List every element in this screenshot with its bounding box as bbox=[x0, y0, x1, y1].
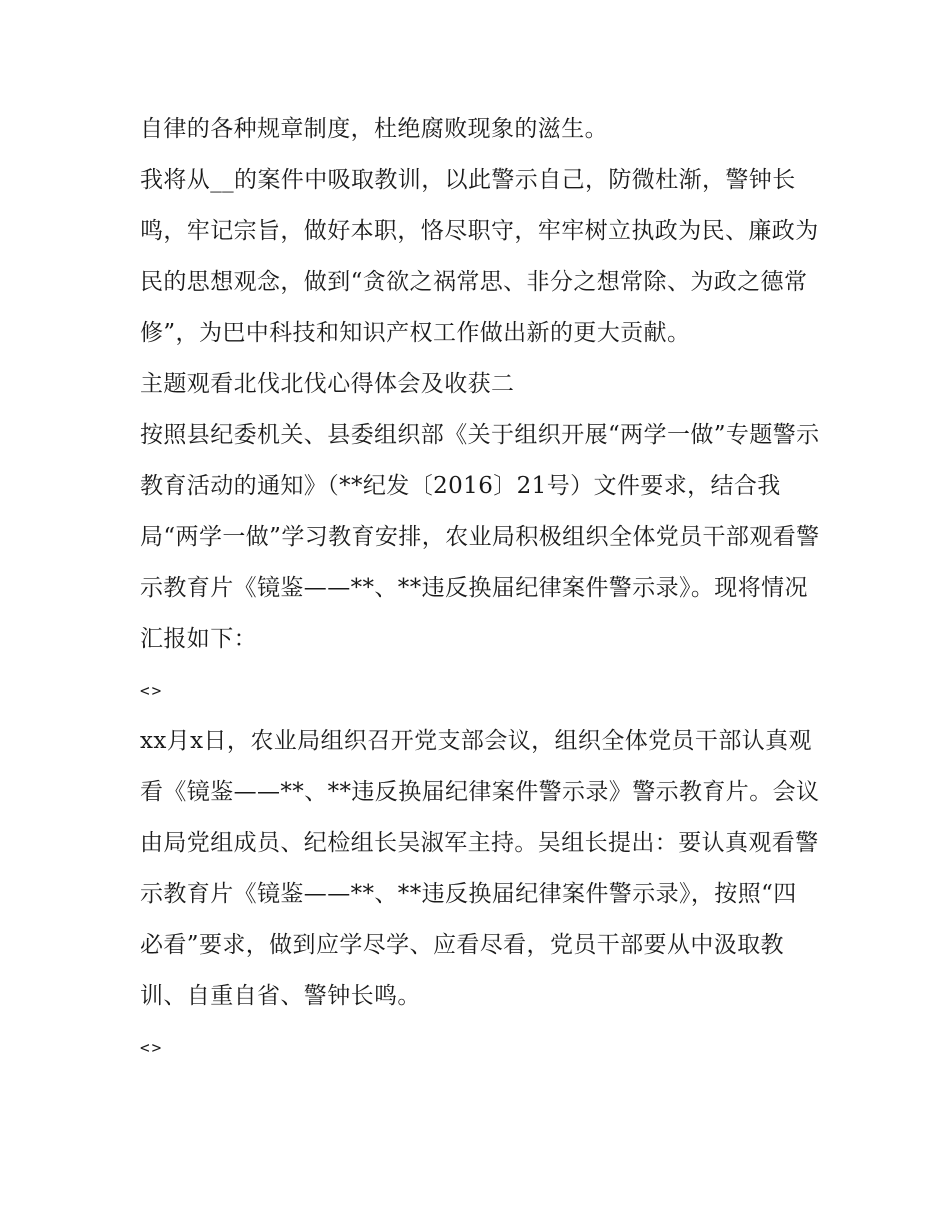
paragraph-meeting: xx月x日，农业局组织召开党支部会议，组织全体党员干部认真观看《镜鉴——**、**违反换届纪律案件警示录》警示教育片。会议由局党组成员、纪检组长吴淑军主持。吴组长提出：要认真观看警示教育片《镜鉴——**、**违反换届纪律案件警示录》，按照“四必看”要求，做到应学尽学、应看尽看，党员干部要从中汲取教训、自重自省、警钟长鸣。 bbox=[140, 728, 820, 1009]
placeholder-marker: <> bbox=[140, 681, 164, 700]
paragraph-continuation: 自律的各种规章制度，杜绝腐败现象的滋生。 bbox=[140, 116, 608, 142]
placeholder-marker: <> bbox=[140, 1038, 164, 1057]
paragraph-lesson: 我将从__的案件中吸取教训，以此警示自己，防微杜渐，警钟长鸣，牢记宗旨，做好本职，恪尽职守，牢牢树立执政为民、廉政为民的思想观念，做到“贪欲之祸常思、非分之想常除、为政之德常修”，为巴中科技和知识产权工作做出新的更大贡献。 bbox=[140, 167, 819, 346]
section-heading: 主题观看北伐北伐心得体会及收获二 bbox=[140, 371, 515, 397]
document-page bbox=[140, 104, 820, 1073]
paragraph-notice: 按照县纪委机关、县委组织部《关于组织开展“两学一做”专题警示教育活动的通知》（**纪发〔2016〕21号）文件要求，结合我局“两学一做”学习教育安排，农业局积极组织全体党员干部观看警示教育片《镜鉴——**、**违反换届纪律案件警示录》。现将情况汇报如下： bbox=[140, 422, 820, 652]
